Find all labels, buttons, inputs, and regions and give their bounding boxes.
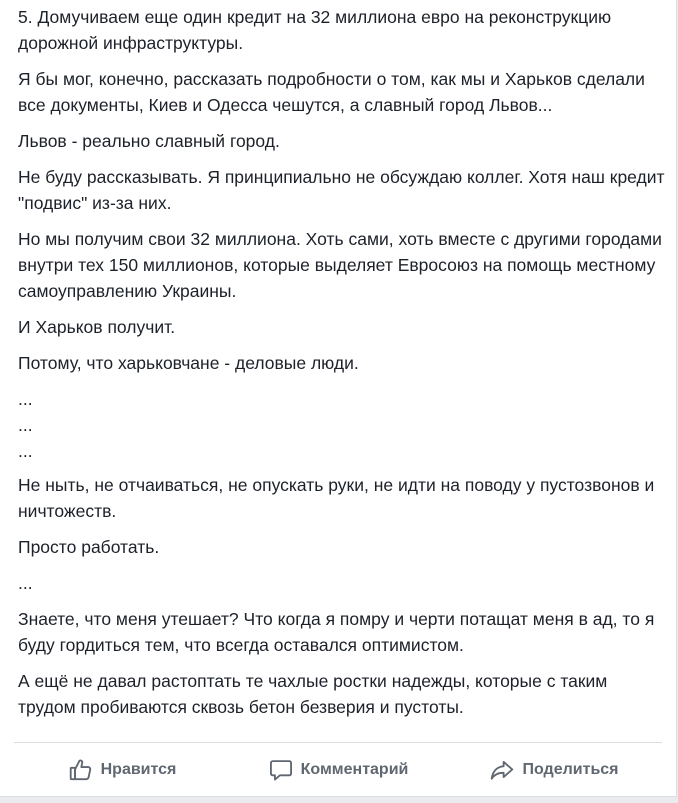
post-paragraph: Просто работать.	[18, 537, 160, 557]
like-button[interactable]	[14, 750, 230, 790]
post-paragraph: Не ныть, не отчаиваться, не опускать руки, не идти на поводу у пустозвонов и ничтожеств.	[18, 475, 655, 521]
ellipsis-line: ...	[18, 389, 33, 409]
comment-bubble-icon	[268, 757, 294, 783]
post-text	[18, 4, 666, 730]
post-paragraph: И Харьков получит.	[18, 317, 176, 337]
feed-background-edge	[0, 797, 678, 803]
post-paragraph: Потому, что харьковчане - деловые люди.	[18, 353, 359, 373]
comment-label: Комментарий	[300, 761, 409, 778]
post-paragraph: Но мы получим свои 32 миллиона. Хоть сами, хоть вместе с другими городами внутри тех 150 миллионов, которые выделяет Евросоюз на помощь местному самоуправлению Украины.	[18, 229, 662, 301]
share-button[interactable]	[446, 750, 662, 790]
post-paragraph: Я бы мог, конечно, рассказать подробности о том, как мы и Харьков сделали все документы, Киев и Одесса чешутся, а славный город Львов...	[18, 69, 645, 115]
post-paragraph: Львов - реально славный город.	[18, 131, 280, 151]
post-actions-bar	[14, 744, 662, 796]
post-paragraph: А ещё не давал растоптать те чахлые ростки надежды, которые с таким трудом пробиваются сквозь бетон безверия и пустоты.	[18, 671, 608, 717]
ellipsis-line: ...	[18, 415, 33, 435]
ellipsis-line: ...	[18, 441, 33, 461]
share-label: Поделиться	[522, 761, 619, 778]
comment-button[interactable]	[230, 750, 446, 790]
post-paragraph: Не буду рассказывать. Я принципиально не обсуждаю коллег. Хотя наш кредит "подвис" из-за них.	[18, 167, 665, 213]
post-paragraph: 5. Домучиваем еще один кредит на 32 миллиона евро на реконструкцию дорожной инфраструктуры.	[18, 7, 612, 53]
like-label: Нравится	[100, 761, 177, 778]
post-paragraph: Знаете, что меня утешает? Что когда я помру и черти потащат меня в ад, то я буду гордиться тем, что всегда оставался оптимистом.	[18, 609, 655, 655]
share-arrow-icon	[489, 757, 515, 783]
actions-divider	[14, 742, 662, 743]
thumbs-up-icon	[68, 757, 94, 783]
ellipsis-line: ...	[18, 573, 33, 593]
